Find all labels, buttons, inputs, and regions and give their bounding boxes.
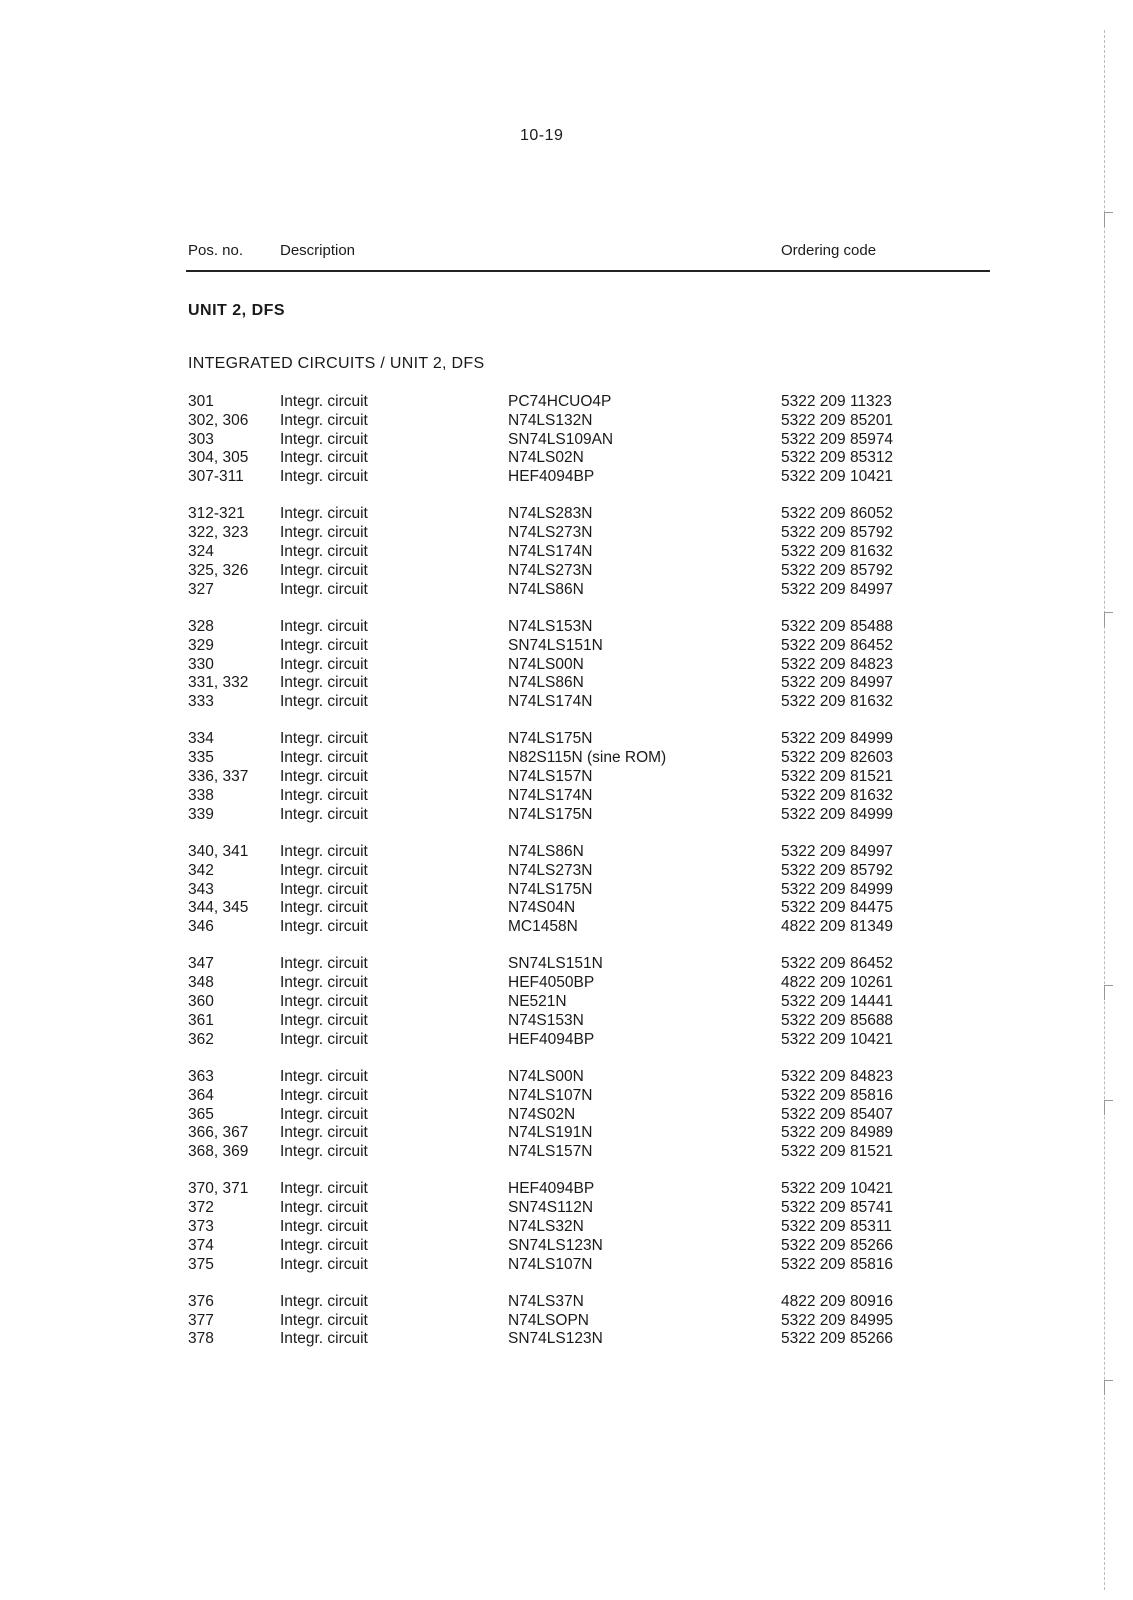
unit-title: UNIT 2, DFS <box>188 302 286 319</box>
pos-no-cell: 347 <box>188 955 214 973</box>
pos-no-cell: 343 <box>188 880 214 898</box>
parts-row <box>188 656 988 675</box>
type-cell: N74LS175N <box>508 805 593 823</box>
ordering-code-cell: 5322 209 85974 <box>781 430 894 448</box>
description-cell: Integr. circuit <box>280 1255 368 1273</box>
description-cell: Integr. circuit <box>280 617 368 635</box>
type-cell: N74LS02N <box>508 449 584 467</box>
pos-no-cell: 307-311 <box>188 468 244 486</box>
type-cell: NE521N <box>508 993 567 1011</box>
type-cell: N82S115N (sine ROM) <box>508 749 667 767</box>
type-cell: N74LS157N <box>508 768 593 786</box>
description-cell: Integr. circuit <box>280 1217 368 1235</box>
description-cell: Integr. circuit <box>280 1011 368 1029</box>
description-cell: Integr. circuit <box>280 1067 368 1085</box>
pos-no-cell: 302, 306 <box>188 411 249 429</box>
column-header-row <box>188 242 988 262</box>
header-divider <box>186 270 990 272</box>
description-cell: Integr. circuit <box>280 768 368 786</box>
parts-row <box>188 1068 988 1087</box>
pos-no-cell: 361 <box>188 1011 214 1029</box>
ordering-code-cell: 5322 209 85816 <box>781 1086 894 1104</box>
ordering-code-cell: 5322 209 85792 <box>781 861 894 879</box>
pos-no-cell: 335 <box>188 749 214 767</box>
parts-row <box>188 1237 988 1256</box>
ordering-code-cell: 5322 209 85311 <box>781 1217 892 1235</box>
parts-row <box>188 543 988 562</box>
parts-row <box>188 1012 988 1031</box>
ordering-code-cell: 5322 209 85792 <box>781 524 894 542</box>
edge-tick <box>1104 212 1113 227</box>
ordering-code-cell: 5322 209 10421 <box>781 1180 894 1198</box>
ordering-code-cell: 5322 209 81521 <box>781 768 894 786</box>
parts-row <box>188 843 988 862</box>
description-cell: Integr. circuit <box>280 655 368 673</box>
type-cell: N74S153N <box>508 1011 584 1029</box>
parts-row <box>188 1312 988 1331</box>
ordering-code-cell: 5322 209 84823 <box>781 655 894 673</box>
description-cell: Integr. circuit <box>280 1124 368 1142</box>
parts-row <box>188 562 988 581</box>
type-cell: N74LS175N <box>508 880 593 898</box>
ordering-code-cell: 5322 209 84997 <box>781 580 894 598</box>
ordering-code-cell: 5322 209 85407 <box>781 1105 894 1123</box>
ordering-code-cell: 5322 209 81632 <box>781 543 894 561</box>
type-cell: SN74LS151N <box>508 636 603 654</box>
ordering-code-cell: 5322 209 86452 <box>781 955 894 973</box>
parts-row <box>188 862 988 881</box>
type-cell: N74LS174N <box>508 693 593 711</box>
pos-no-cell: 333 <box>188 693 214 711</box>
parts-row <box>188 468 988 487</box>
description-cell: Integr. circuit <box>280 842 368 860</box>
ordering-code-cell: 5322 209 85312 <box>781 449 894 467</box>
parts-row <box>188 806 988 825</box>
description-cell: Integr. circuit <box>280 505 368 523</box>
parts-row <box>188 1031 988 1050</box>
type-cell: SN74LS123N <box>508 1236 603 1254</box>
parts-row <box>188 1106 988 1125</box>
type-cell: N74LS174N <box>508 786 593 804</box>
description-cell: Integr. circuit <box>280 749 368 767</box>
pos-no-cell: 312-321 <box>188 505 245 523</box>
pos-no-cell: 342 <box>188 861 214 879</box>
parts-row <box>188 1256 988 1275</box>
header-ordering-code: Ordering code <box>781 242 877 259</box>
type-cell: N74S02N <box>508 1105 576 1123</box>
description-cell: Integr. circuit <box>280 580 368 598</box>
description-cell: Integr. circuit <box>280 674 368 692</box>
pos-no-cell: 322, 323 <box>188 524 249 542</box>
ordering-code-cell: 5322 209 84999 <box>781 805 894 823</box>
edge-tick <box>1104 612 1113 627</box>
pos-no-cell: 348 <box>188 974 214 992</box>
pos-no-cell: 377 <box>188 1311 214 1329</box>
description-cell: Integr. circuit <box>280 899 368 917</box>
parts-row <box>188 955 988 974</box>
pos-no-cell: 375 <box>188 1255 214 1273</box>
ordering-code-cell: 5322 209 85792 <box>781 561 894 579</box>
description-cell: Integr. circuit <box>280 974 368 992</box>
description-cell: Integr. circuit <box>280 561 368 579</box>
parts-group <box>188 730 988 824</box>
ordering-code-cell: 5322 209 85266 <box>781 1236 894 1254</box>
parts-group <box>188 843 988 937</box>
parts-group <box>188 955 988 1049</box>
description-cell: Integr. circuit <box>280 1199 368 1217</box>
ordering-code-cell: 5322 209 84997 <box>781 674 894 692</box>
pos-no-cell: 328 <box>188 617 214 635</box>
parts-row <box>188 524 988 543</box>
parts-row <box>188 431 988 450</box>
ordering-code-cell: 5322 209 85201 <box>781 411 894 429</box>
parts-row <box>188 1218 988 1237</box>
type-cell: N74LS00N <box>508 655 584 673</box>
ordering-code-cell: 5322 209 84475 <box>781 899 894 917</box>
pos-no-cell: 366, 367 <box>188 1124 249 1142</box>
type-cell: N74LS37N <box>508 1292 584 1310</box>
type-cell: SN74LS109AN <box>508 430 614 448</box>
ordering-code-cell: 5322 209 85488 <box>781 617 894 635</box>
parts-group <box>188 618 988 712</box>
description-cell: Integr. circuit <box>280 1143 368 1161</box>
pos-no-cell: 368, 369 <box>188 1143 249 1161</box>
parts-row <box>188 918 988 937</box>
type-cell: N74LS174N <box>508 543 593 561</box>
parts-row <box>188 749 988 768</box>
description-cell: Integr. circuit <box>280 786 368 804</box>
parts-row <box>188 768 988 787</box>
type-cell: PC74HCUO4P <box>508 393 612 410</box>
type-cell: HEF4094BP <box>508 468 595 486</box>
description-cell: Integr. circuit <box>280 918 368 936</box>
pos-no-cell: 372 <box>188 1199 214 1217</box>
parts-row <box>188 1087 988 1106</box>
type-cell: N74LS273N <box>508 524 593 542</box>
ordering-code-cell: 4822 209 10261 <box>781 974 894 992</box>
parts-row <box>188 1124 988 1143</box>
ordering-code-cell: 5322 209 84989 <box>781 1124 894 1142</box>
ordering-code-cell: 5322 209 81632 <box>781 693 894 711</box>
ordering-code-cell: 5322 209 10421 <box>781 468 894 486</box>
parts-group <box>188 393 988 487</box>
parts-row <box>188 1293 988 1312</box>
type-cell: N74LS86N <box>508 674 584 692</box>
pos-no-cell: 378 <box>188 1330 214 1348</box>
type-cell: N74LS153N <box>508 617 593 635</box>
type-cell: HEF4050BP <box>508 974 595 992</box>
ordering-code-cell: 5322 209 84823 <box>781 1067 894 1085</box>
pos-no-cell: 344, 345 <box>188 899 249 917</box>
description-cell: Integr. circuit <box>280 524 368 542</box>
description-cell: Integr. circuit <box>280 1030 368 1048</box>
ordering-code-cell: 5322 209 14441 <box>781 993 894 1011</box>
parts-group <box>188 505 988 599</box>
type-cell: N74LS32N <box>508 1217 584 1235</box>
page-number: 10-19 <box>520 127 564 144</box>
pos-no-cell: 303 <box>188 430 214 448</box>
type-cell: N74LS283N <box>508 505 593 523</box>
description-cell: Integr. circuit <box>280 1236 368 1254</box>
type-cell: SN74LS123N <box>508 1330 603 1348</box>
pos-no-cell: 340, 341 <box>188 842 249 860</box>
pos-no-cell: 330 <box>188 655 214 673</box>
pos-no-cell: 373 <box>188 1217 214 1235</box>
type-cell: SN74S112N <box>508 1199 594 1217</box>
edge-tick <box>1104 1380 1113 1395</box>
pos-no-cell: 329 <box>188 636 214 654</box>
pos-no-cell: 334 <box>188 730 214 748</box>
edge-tick <box>1104 1100 1113 1115</box>
pos-no-cell: 304, 305 <box>188 449 249 467</box>
parts-row <box>188 1330 988 1349</box>
parts-row <box>188 449 988 468</box>
description-cell: Integr. circuit <box>280 730 368 748</box>
parts-group <box>188 1180 988 1274</box>
parts-row <box>188 899 988 918</box>
ordering-code-cell: 5322 209 82603 <box>781 749 894 767</box>
type-cell: N74LS273N <box>508 861 593 879</box>
edge-tick <box>1104 985 1113 1000</box>
description-cell: Integr. circuit <box>280 449 368 467</box>
type-cell: HEF4094BP <box>508 1030 595 1048</box>
pos-no-cell: 325, 326 <box>188 561 249 579</box>
type-cell: N74LS157N <box>508 1143 593 1161</box>
parts-list <box>188 393 988 1368</box>
pos-no-cell: 324 <box>188 543 214 561</box>
pos-no-cell: 338 <box>188 786 214 804</box>
ordering-code-cell: 5322 209 85266 <box>781 1330 894 1348</box>
description-cell: Integr. circuit <box>280 1086 368 1104</box>
pos-no-cell: 327 <box>188 580 214 598</box>
ordering-code-cell: 5322 209 84999 <box>781 880 894 898</box>
pos-no-cell: 362 <box>188 1030 214 1048</box>
ordering-code-cell: 5322 209 81632 <box>781 786 894 804</box>
description-cell: Integr. circuit <box>280 805 368 823</box>
ordering-code-cell: 4822 209 81349 <box>781 918 894 936</box>
pos-no-cell: 301 <box>188 393 214 410</box>
parts-row <box>188 637 988 656</box>
type-cell: N74S04N <box>508 899 576 917</box>
type-cell: SN74LS151N <box>508 955 603 973</box>
type-cell: N74LS132N <box>508 411 593 429</box>
parts-row <box>188 693 988 712</box>
parts-row <box>188 1180 988 1199</box>
description-cell: Integr. circuit <box>280 430 368 448</box>
type-cell: N74LS107N <box>508 1255 593 1273</box>
pos-no-cell: 360 <box>188 993 214 1011</box>
section-title: INTEGRATED CIRCUITS / UNIT 2, DFS <box>188 355 485 372</box>
parts-row <box>188 1199 988 1218</box>
parts-row <box>188 412 988 431</box>
description-cell: Integr. circuit <box>280 411 368 429</box>
description-cell: Integr. circuit <box>280 1292 368 1310</box>
pos-no-cell: 374 <box>188 1236 214 1254</box>
description-cell: Integr. circuit <box>280 880 368 898</box>
description-cell: Integr. circuit <box>280 393 368 410</box>
parts-row <box>188 581 988 600</box>
type-cell: N74LS191N <box>508 1124 593 1142</box>
pos-no-cell: 365 <box>188 1105 214 1123</box>
ordering-code-cell: 5322 209 85816 <box>781 1255 894 1273</box>
pos-no-cell: 363 <box>188 1067 214 1085</box>
description-cell: Integr. circuit <box>280 1180 368 1198</box>
pos-no-cell: 336, 337 <box>188 768 249 786</box>
ordering-code-cell: 5322 209 84997 <box>781 842 894 860</box>
parts-row <box>188 505 988 524</box>
description-cell: Integr. circuit <box>280 1311 368 1329</box>
ordering-code-cell: 5322 209 81521 <box>781 1143 894 1161</box>
parts-row <box>188 674 988 693</box>
pos-no-cell: 364 <box>188 1086 214 1104</box>
ordering-code-cell: 5322 209 10421 <box>781 1030 894 1048</box>
binding-edge-line <box>1104 30 1105 1590</box>
type-cell: N74LS86N <box>508 580 584 598</box>
description-cell: Integr. circuit <box>280 955 368 973</box>
description-cell: Integr. circuit <box>280 1330 368 1348</box>
description-cell: Integr. circuit <box>280 993 368 1011</box>
type-cell: N74LS00N <box>508 1067 584 1085</box>
pos-no-cell: 376 <box>188 1292 214 1310</box>
parts-row <box>188 993 988 1012</box>
ordering-code-cell: 5322 209 86052 <box>781 505 894 523</box>
pos-no-cell: 346 <box>188 918 214 936</box>
header-description: Description <box>280 242 356 259</box>
description-cell: Integr. circuit <box>280 543 368 561</box>
parts-group <box>188 1068 988 1162</box>
description-cell: Integr. circuit <box>280 861 368 879</box>
type-cell: MC1458N <box>508 918 578 936</box>
ordering-code-cell: 5322 209 11323 <box>781 393 892 410</box>
description-cell: Integr. circuit <box>280 1105 368 1123</box>
pos-no-cell: 339 <box>188 805 214 823</box>
parts-row <box>188 393 988 412</box>
parts-row <box>188 881 988 900</box>
ordering-code-cell: 5322 209 85741 <box>781 1199 894 1217</box>
ordering-code-cell: 5322 209 86452 <box>781 636 894 654</box>
ordering-code-cell: 4822 209 80916 <box>781 1292 894 1310</box>
ordering-code-cell: 5322 209 84999 <box>781 730 894 748</box>
parts-row <box>188 730 988 749</box>
description-cell: Integr. circuit <box>280 693 368 711</box>
parts-row <box>188 787 988 806</box>
pos-no-cell: 370, 371 <box>188 1180 249 1198</box>
type-cell: N74LS175N <box>508 730 593 748</box>
ordering-code-cell: 5322 209 84995 <box>781 1311 894 1329</box>
type-cell: N74LSOPN <box>508 1311 589 1329</box>
type-cell: N74LS107N <box>508 1086 593 1104</box>
type-cell: N74LS273N <box>508 561 593 579</box>
parts-row <box>188 1143 988 1162</box>
parts-row <box>188 618 988 637</box>
parts-group <box>188 1293 988 1349</box>
type-cell: N74LS86N <box>508 842 584 860</box>
ordering-code-cell: 5322 209 85688 <box>781 1011 894 1029</box>
description-cell: Integr. circuit <box>280 468 368 486</box>
parts-row <box>188 974 988 993</box>
pos-no-cell: 331, 332 <box>188 674 249 692</box>
header-pos-no: Pos. no. <box>188 242 244 259</box>
description-cell: Integr. circuit <box>280 636 368 654</box>
type-cell: HEF4094BP <box>508 1180 595 1198</box>
